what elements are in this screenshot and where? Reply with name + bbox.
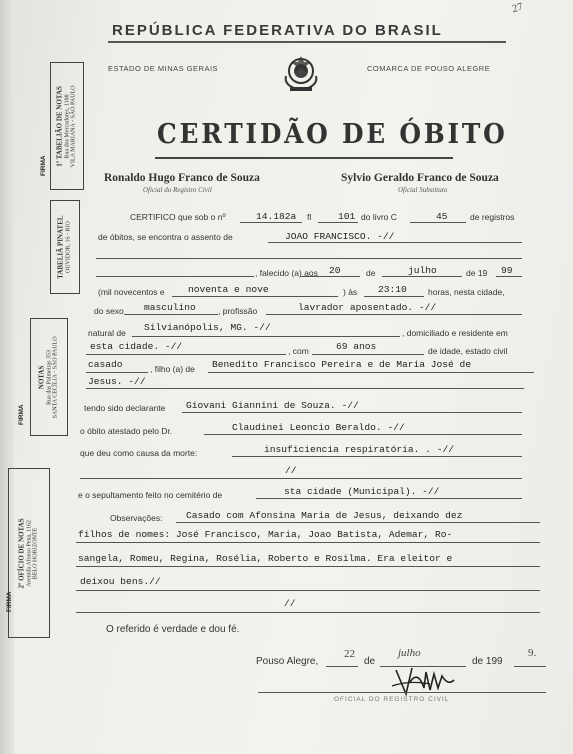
ano-extenso: noventa e nove	[188, 284, 269, 295]
folha-numero: 101	[338, 211, 356, 222]
notary-stamp-2	[50, 200, 80, 294]
falecido-label: , falecido (a) aos	[255, 268, 318, 278]
causa-continuation: //	[285, 465, 297, 476]
stamp-1-line3: VILA MARIANA - SÃO PAULO	[70, 85, 77, 167]
estado-civil-line	[86, 372, 148, 373]
signature-line	[258, 692, 546, 693]
residencia-value: esta cidade. -//	[90, 341, 183, 352]
horas-label: horas, nesta cidade,	[428, 287, 505, 297]
cemiterio-value: sta cidade (Municipal). -//	[284, 486, 440, 497]
obs-line-3	[76, 566, 540, 567]
dia-line	[300, 276, 360, 277]
causa-line-2	[80, 478, 522, 479]
fl-label: fl	[307, 212, 312, 222]
natural-label: natural de	[88, 328, 126, 338]
obs-line-2	[76, 542, 540, 543]
ano-emissao-line	[514, 666, 546, 667]
notary-stamp-3	[30, 318, 68, 436]
registro-numero: 14.182a	[256, 211, 297, 222]
com-label: , com	[288, 346, 309, 356]
pais-line-2	[86, 388, 524, 389]
atestado-label: o óbito atestado pelo Dr.	[80, 426, 173, 436]
stamp-4-line1: 2º OFÍCIO DE NOTAS	[17, 517, 26, 589]
declarante-label: tendo sido declarante	[84, 403, 166, 413]
comarca-label: COMARCA DE POUSO ALEGRE	[367, 64, 491, 73]
local-emissao: Pouso Alegre,	[256, 656, 319, 667]
sexo-label: do sexo	[94, 306, 124, 316]
de-label: de	[366, 268, 376, 278]
medico-line	[204, 434, 522, 435]
numero-line	[240, 222, 302, 223]
obs-text-5: //	[284, 598, 296, 609]
stamp-4-line2: Avenida Afonso Pena, 1162	[26, 519, 33, 587]
pais-line	[208, 372, 534, 373]
stamp-1-line2: Rua dos Mercadores, 1188	[64, 93, 71, 159]
domicilio-label: , domiciliado e residente em	[402, 328, 508, 338]
ano-emissao-label: de 199	[472, 656, 503, 667]
idade-value: 69 anos	[336, 341, 377, 352]
registros-label: de registros	[470, 212, 515, 222]
de-emissao-label: de	[364, 656, 376, 667]
idade-label: de idade, estado civil	[428, 346, 508, 356]
hora-line	[364, 296, 424, 297]
obs-text-1: Casado com Afonsina Maria de Jesus, deixando dez	[186, 510, 463, 521]
profissao-line	[266, 314, 522, 315]
filho-label: , filho (a) de	[150, 364, 195, 374]
obs-line-5	[76, 612, 540, 613]
official-right-role: Oficial Substituto	[398, 186, 448, 194]
stamp-3-line2: Rua das Palmeiras 353	[46, 349, 53, 405]
causa-line	[232, 456, 522, 457]
state-label: ESTADO DE MINAS GERAIS	[108, 64, 219, 73]
title-underline	[155, 157, 453, 159]
ano-label: de 19	[466, 268, 488, 278]
verdade-statement: O referido é verdade e dou fé.	[106, 624, 240, 635]
profissao-label: , profissão	[218, 306, 258, 316]
country-header: REPÚBLICA FEDERATIVA DO BRASIL	[112, 22, 443, 39]
stamp-1-firma: FIRMA	[40, 155, 47, 176]
document-title: CERTIDÃO DE ÓBITO	[157, 119, 508, 150]
hora-obito: 23:10	[378, 284, 407, 295]
stamp-4-line3: BELO HORIZONTE	[32, 527, 39, 579]
medico-value: Claudinei Leoncio Beraldo. -//	[232, 422, 405, 433]
notary-stamp-4	[8, 468, 50, 638]
dia-emissao: 22	[344, 648, 355, 660]
obs-text-3: sangela, Romeu, Regina, Rosélia, Roberto e Rosilma. Era eleitor e	[78, 553, 453, 564]
cemiterio-line	[256, 498, 522, 499]
sepultamento-label: e o sepultamento feito no cemitério de	[78, 490, 223, 500]
stamp-4-firma: FIRMA	[6, 591, 13, 612]
stamp-2-line2: OUVIDOR, 16 - RIO	[65, 221, 72, 273]
obs-text-2: filhos de nomes: José Francisco, Maria, Joao Batista, Ademar, Ro-	[78, 529, 453, 540]
signature-icon	[390, 660, 460, 700]
stamp-1-line1: 1º TABELIÃO DE NOTAS	[55, 85, 64, 167]
natural-line	[132, 336, 400, 337]
mes-obito: julho	[408, 265, 437, 276]
estado-civil-value: casado	[88, 359, 123, 370]
livro-label: do livro C	[361, 212, 397, 222]
obs-line-1	[176, 522, 540, 523]
obs-line-4	[76, 590, 540, 591]
livro-line	[410, 222, 466, 223]
official-left-role: Oficial do Registro Civil	[143, 186, 212, 194]
header-rule	[108, 41, 506, 43]
dia-obito: 20	[329, 265, 341, 276]
stamp-2-line1: TABELIÃ PINATEL	[56, 215, 65, 279]
corner-mark: 27	[510, 0, 525, 16]
declarante-value: Giovani Giannini de Souza. -//	[186, 400, 359, 411]
idade-line	[312, 354, 424, 355]
ano-emissao: 9.	[528, 647, 537, 659]
signature-role: OFICIAL DO REGISTRO CIVIL	[334, 696, 450, 703]
natural-value: Silvianópolis, MG. -//	[144, 322, 271, 333]
official-left-name: Ronaldo Hugo Franco de Souza	[104, 172, 260, 184]
stamp-3-line3: SANTA CECÍLIA - SÃO PAULO	[52, 336, 59, 418]
certifico-label: CERTIFICO que sob o nº	[130, 212, 226, 222]
sexo-value: masculino	[144, 302, 196, 313]
blank-line-2	[96, 276, 254, 277]
nome-line	[268, 242, 522, 243]
obs-text-4: deixou bens.//	[80, 576, 161, 587]
stamp-3-line1: NOTAS	[37, 365, 46, 389]
causa-label: que deu como causa da morte:	[80, 448, 198, 458]
stamp-3-firma: FIRMA	[18, 404, 25, 425]
pais-value-1: Benedito Francisco Pereira e de Maria José de	[212, 359, 472, 370]
livro-numero: 45	[436, 211, 448, 222]
causa-value: insuficiencia respiratória. . -//	[264, 444, 454, 455]
nome-falecido: JOAO FRANCISCO. -//	[285, 231, 395, 242]
sexo-line	[124, 314, 218, 315]
mil-label: (mil novecentos e	[98, 287, 165, 297]
ano-line	[496, 276, 522, 277]
residencia-line	[86, 354, 286, 355]
observacoes-label: Observações:	[110, 513, 163, 523]
folha-line	[318, 222, 358, 223]
mes-line	[382, 276, 462, 277]
declarante-line	[182, 412, 522, 413]
paper-edge	[0, 0, 14, 754]
profissao-value: lavrador aposentado. -//	[298, 302, 437, 313]
ano-extenso-line	[172, 296, 338, 297]
dia-emissao-line	[326, 666, 358, 667]
obitos-label: de óbitos, se encontra o assento de	[98, 232, 233, 242]
coat-of-arms-icon	[280, 52, 322, 94]
notary-stamp-1	[50, 62, 84, 190]
pais-value-2: Jesus. -//	[88, 376, 146, 387]
mes-emissao: julho	[398, 647, 421, 659]
blank-line-1	[96, 258, 522, 259]
as-label: ) às	[343, 287, 358, 297]
ano-obito: 99	[501, 265, 513, 276]
official-right-name: Sylvio Geraldo Franco de Souza	[341, 172, 499, 184]
